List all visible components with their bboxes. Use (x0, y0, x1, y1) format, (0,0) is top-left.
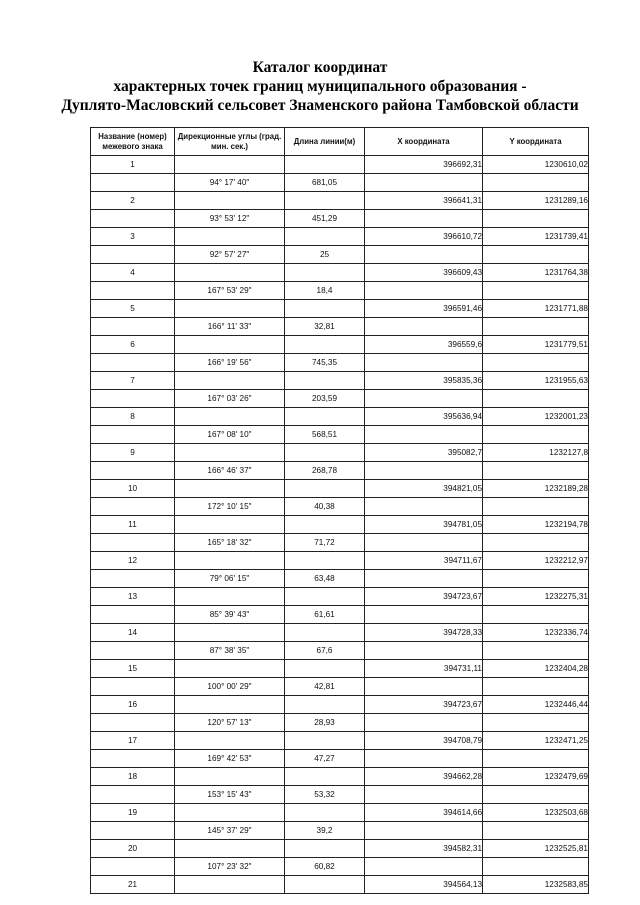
cell-y-coordinate (483, 750, 589, 768)
cell-direction-angle (175, 588, 285, 606)
cell-point-name (91, 210, 175, 228)
cell-line-length (285, 732, 365, 750)
cell-point-name (91, 750, 175, 768)
table-row (91, 534, 589, 552)
cell-x-coordinate: 394582,31 (365, 840, 483, 858)
cell-direction-angle (175, 408, 285, 426)
cell-line-length (285, 408, 365, 426)
cell-line-length (285, 624, 365, 642)
cell-x-coordinate: 396610,72 (365, 228, 483, 246)
cell-line-length: 53,32 (285, 786, 365, 804)
header-angle: Дирекционные углы (град. мин. сек.) (175, 128, 285, 156)
table-row (91, 606, 589, 624)
table-row (91, 552, 589, 570)
cell-point-name: 1 (91, 156, 175, 174)
cell-point-name (91, 822, 175, 840)
table-row (91, 426, 589, 444)
cell-line-length (285, 696, 365, 714)
cell-line-length (285, 768, 365, 786)
cell-direction-angle: 93° 53' 12" (175, 210, 285, 228)
cell-y-coordinate: 1230610,02 (483, 156, 589, 174)
cell-y-coordinate: 1232404,28 (483, 660, 589, 678)
cell-point-name: 17 (91, 732, 175, 750)
table-row (91, 750, 589, 768)
cell-y-coordinate (483, 282, 589, 300)
cell-x-coordinate: 394731,11 (365, 660, 483, 678)
cell-x-coordinate: 395636,94 (365, 408, 483, 426)
cell-point-name: 14 (91, 624, 175, 642)
cell-direction-angle (175, 696, 285, 714)
cell-y-coordinate (483, 318, 589, 336)
cell-direction-angle: 94° 17' 40" (175, 174, 285, 192)
cell-direction-angle: 166° 11' 33" (175, 318, 285, 336)
table-row (91, 678, 589, 696)
header-y: Y координата (483, 128, 589, 156)
cell-line-length: 203,59 (285, 390, 365, 408)
cell-direction-angle (175, 660, 285, 678)
cell-direction-angle: 120° 57' 13" (175, 714, 285, 732)
cell-y-coordinate: 1232275,31 (483, 588, 589, 606)
table-row (91, 282, 589, 300)
cell-x-coordinate (365, 318, 483, 336)
document-title (0, 58, 640, 115)
cell-x-coordinate: 394821,05 (365, 480, 483, 498)
cell-x-coordinate (365, 174, 483, 192)
cell-line-length: 60,82 (285, 858, 365, 876)
cell-x-coordinate: 396609,43 (365, 264, 483, 282)
cell-y-coordinate (483, 714, 589, 732)
cell-point-name: 2 (91, 192, 175, 210)
cell-point-name (91, 426, 175, 444)
cell-line-length (285, 300, 365, 318)
cell-y-coordinate (483, 534, 589, 552)
cell-x-coordinate: 394781,05 (365, 516, 483, 534)
cell-direction-angle (175, 192, 285, 210)
table-body (91, 156, 589, 894)
cell-x-coordinate (365, 354, 483, 372)
table-row (91, 642, 589, 660)
cell-line-length (285, 588, 365, 606)
cell-direction-angle (175, 444, 285, 462)
cell-y-coordinate (483, 822, 589, 840)
cell-y-coordinate: 1232479,69 (483, 768, 589, 786)
cell-line-length: 67,6 (285, 642, 365, 660)
cell-line-length: 568,51 (285, 426, 365, 444)
cell-x-coordinate: 394711,67 (365, 552, 483, 570)
cell-point-name (91, 786, 175, 804)
cell-x-coordinate: 394723,67 (365, 588, 483, 606)
table-row (91, 570, 589, 588)
cell-direction-angle: 92° 57' 27" (175, 246, 285, 264)
cell-y-coordinate (483, 606, 589, 624)
table-row (91, 696, 589, 714)
cell-point-name: 12 (91, 552, 175, 570)
cell-y-coordinate: 1231764,38 (483, 264, 589, 282)
cell-x-coordinate (365, 714, 483, 732)
cell-point-name: 8 (91, 408, 175, 426)
cell-direction-angle: 172° 10' 15" (175, 498, 285, 516)
cell-y-coordinate (483, 678, 589, 696)
cell-point-name: 3 (91, 228, 175, 246)
cell-x-coordinate: 395835,36 (365, 372, 483, 390)
table-row (91, 174, 589, 192)
table-row (91, 786, 589, 804)
table-row (91, 318, 589, 336)
cell-point-name: 11 (91, 516, 175, 534)
table-row (91, 408, 589, 426)
table-row (91, 588, 589, 606)
cell-point-name: 20 (91, 840, 175, 858)
cell-direction-angle (175, 840, 285, 858)
cell-point-name: 4 (91, 264, 175, 282)
cell-point-name (91, 318, 175, 336)
table-row (91, 516, 589, 534)
cell-direction-angle: 166° 46' 37" (175, 462, 285, 480)
cell-direction-angle: 145° 37' 29" (175, 822, 285, 840)
cell-y-coordinate (483, 498, 589, 516)
table-row (91, 840, 589, 858)
title-line-1: Каталог координат (252, 59, 388, 76)
cell-line-length (285, 552, 365, 570)
table-row (91, 732, 589, 750)
cell-y-coordinate (483, 390, 589, 408)
cell-direction-angle (175, 552, 285, 570)
cell-direction-angle: 167° 08' 10" (175, 426, 285, 444)
cell-line-length (285, 840, 365, 858)
cell-x-coordinate (365, 282, 483, 300)
cell-x-coordinate (365, 426, 483, 444)
table-row (91, 876, 589, 894)
cell-y-coordinate: 1231955,63 (483, 372, 589, 390)
cell-y-coordinate: 1232001,23 (483, 408, 589, 426)
cell-x-coordinate: 394564,13 (365, 876, 483, 894)
cell-point-name: 7 (91, 372, 175, 390)
cell-point-name (91, 534, 175, 552)
cell-point-name: 18 (91, 768, 175, 786)
cell-line-length (285, 480, 365, 498)
cell-point-name: 19 (91, 804, 175, 822)
cell-x-coordinate (365, 246, 483, 264)
cell-point-name: 9 (91, 444, 175, 462)
cell-line-length: 25 (285, 246, 365, 264)
cell-point-name (91, 570, 175, 588)
cell-line-length: 32,81 (285, 318, 365, 336)
cell-x-coordinate (365, 210, 483, 228)
cell-direction-angle: 167° 03' 26" (175, 390, 285, 408)
table-row (91, 228, 589, 246)
cell-direction-angle (175, 876, 285, 894)
cell-x-coordinate (365, 750, 483, 768)
table-row (91, 498, 589, 516)
cell-line-length: 63,48 (285, 570, 365, 588)
cell-direction-angle: 165° 18' 32" (175, 534, 285, 552)
table-row (91, 210, 589, 228)
cell-y-coordinate: 1232525,81 (483, 840, 589, 858)
cell-x-coordinate (365, 642, 483, 660)
cell-point-name (91, 282, 175, 300)
cell-line-length: 745,35 (285, 354, 365, 372)
table-row (91, 768, 589, 786)
table-row (91, 156, 589, 174)
cell-point-name (91, 714, 175, 732)
table-row (91, 354, 589, 372)
cell-line-length (285, 228, 365, 246)
cell-point-name (91, 462, 175, 480)
cell-line-length (285, 192, 365, 210)
cell-point-name: 16 (91, 696, 175, 714)
table-row (91, 372, 589, 390)
cell-direction-angle (175, 300, 285, 318)
table-row (91, 480, 589, 498)
header-row (91, 128, 589, 156)
cell-x-coordinate: 396641,31 (365, 192, 483, 210)
cell-y-coordinate (483, 786, 589, 804)
cell-line-length: 18,4 (285, 282, 365, 300)
cell-y-coordinate: 1232446,44 (483, 696, 589, 714)
cell-y-coordinate: 1231739,41 (483, 228, 589, 246)
cell-line-length: 40,38 (285, 498, 365, 516)
cell-line-length: 28,93 (285, 714, 365, 732)
cell-line-length (285, 156, 365, 174)
cell-direction-angle (175, 264, 285, 282)
cell-x-coordinate: 396559,6 (365, 336, 483, 354)
cell-x-coordinate: 395082,7 (365, 444, 483, 462)
cell-y-coordinate: 1232189,28 (483, 480, 589, 498)
cell-x-coordinate (365, 606, 483, 624)
table-row (91, 300, 589, 318)
cell-direction-angle (175, 372, 285, 390)
cell-x-coordinate: 394662,28 (365, 768, 483, 786)
cell-x-coordinate: 396692,31 (365, 156, 483, 174)
cell-line-length (285, 372, 365, 390)
cell-line-length: 39,2 (285, 822, 365, 840)
cell-direction-angle: 107° 23' 32" (175, 858, 285, 876)
cell-x-coordinate (365, 462, 483, 480)
title-line-2: характерных точек границ муниципального образования - (113, 78, 527, 95)
cell-x-coordinate (365, 570, 483, 588)
header-x: Х координата (365, 128, 483, 156)
cell-x-coordinate: 396591,46 (365, 300, 483, 318)
cell-point-name: 15 (91, 660, 175, 678)
cell-line-length: 71,72 (285, 534, 365, 552)
cell-x-coordinate: 394723,67 (365, 696, 483, 714)
cell-y-coordinate: 1232212,97 (483, 552, 589, 570)
cell-point-name (91, 174, 175, 192)
title-line-3: Дуплято-Масловский сельсовет Знаменского района Тамбовской области (61, 97, 579, 114)
cell-line-length: 47,27 (285, 750, 365, 768)
cell-direction-angle (175, 804, 285, 822)
cell-x-coordinate: 394728,33 (365, 624, 483, 642)
cell-point-name (91, 390, 175, 408)
cell-line-length: 268,78 (285, 462, 365, 480)
cell-line-length (285, 804, 365, 822)
header-name: Название (номер) межевого знака (91, 128, 175, 156)
cell-line-length (285, 660, 365, 678)
table-row (91, 390, 589, 408)
cell-direction-angle: 167° 53' 29" (175, 282, 285, 300)
cell-direction-angle (175, 228, 285, 246)
cell-y-coordinate: 1232471,25 (483, 732, 589, 750)
cell-direction-angle: 100° 00' 29" (175, 678, 285, 696)
cell-y-coordinate (483, 210, 589, 228)
cell-x-coordinate (365, 390, 483, 408)
cell-y-coordinate (483, 570, 589, 588)
cell-direction-angle (175, 768, 285, 786)
cell-y-coordinate (483, 642, 589, 660)
cell-line-length (285, 264, 365, 282)
cell-y-coordinate: 1231289,16 (483, 192, 589, 210)
cell-x-coordinate: 394708,79 (365, 732, 483, 750)
table-row (91, 822, 589, 840)
cell-direction-angle (175, 516, 285, 534)
cell-x-coordinate (365, 858, 483, 876)
cell-direction-angle (175, 624, 285, 642)
cell-direction-angle (175, 336, 285, 354)
cell-point-name (91, 642, 175, 660)
table-row (91, 444, 589, 462)
table-row (91, 462, 589, 480)
cell-point-name (91, 858, 175, 876)
cell-y-coordinate: 1232336,74 (483, 624, 589, 642)
coordinates-table (90, 127, 589, 894)
cell-line-length (285, 876, 365, 894)
cell-line-length (285, 516, 365, 534)
cell-y-coordinate (483, 426, 589, 444)
cell-line-length: 42,81 (285, 678, 365, 696)
table-row (91, 804, 589, 822)
cell-line-length: 681,05 (285, 174, 365, 192)
cell-x-coordinate (365, 822, 483, 840)
cell-point-name (91, 498, 175, 516)
cell-y-coordinate: 1232194,78 (483, 516, 589, 534)
cell-y-coordinate (483, 354, 589, 372)
cell-direction-angle: 79° 06' 15" (175, 570, 285, 588)
cell-y-coordinate: 1232583,85 (483, 876, 589, 894)
cell-point-name (91, 678, 175, 696)
cell-direction-angle (175, 480, 285, 498)
cell-x-coordinate (365, 534, 483, 552)
header-length: Длина линии(м) (285, 128, 365, 156)
cell-x-coordinate: 394614,66 (365, 804, 483, 822)
cell-point-name: 13 (91, 588, 175, 606)
cell-point-name: 10 (91, 480, 175, 498)
cell-line-length (285, 336, 365, 354)
cell-y-coordinate (483, 246, 589, 264)
cell-y-coordinate: 1231771,88 (483, 300, 589, 318)
table-row (91, 714, 589, 732)
cell-point-name (91, 246, 175, 264)
cell-y-coordinate (483, 462, 589, 480)
table-row (91, 246, 589, 264)
table-row (91, 192, 589, 210)
cell-x-coordinate (365, 678, 483, 696)
cell-direction-angle (175, 732, 285, 750)
cell-direction-angle: 166° 19' 56" (175, 354, 285, 372)
cell-y-coordinate: 1232503,68 (483, 804, 589, 822)
cell-x-coordinate (365, 786, 483, 804)
table-row (91, 336, 589, 354)
cell-point-name (91, 606, 175, 624)
cell-point-name: 21 (91, 876, 175, 894)
cell-point-name: 5 (91, 300, 175, 318)
table-row (91, 660, 589, 678)
cell-point-name (91, 354, 175, 372)
table-row (91, 624, 589, 642)
cell-y-coordinate (483, 174, 589, 192)
cell-y-coordinate (483, 858, 589, 876)
table-header (91, 128, 589, 156)
table-row (91, 858, 589, 876)
table-row (91, 264, 589, 282)
cell-x-coordinate (365, 498, 483, 516)
cell-direction-angle: 169° 42' 53" (175, 750, 285, 768)
cell-y-coordinate: 1231779,51 (483, 336, 589, 354)
cell-y-coordinate: 1232127,8 (483, 444, 589, 462)
cell-direction-angle: 153° 15' 43" (175, 786, 285, 804)
cell-line-length: 61,61 (285, 606, 365, 624)
cell-point-name: 6 (91, 336, 175, 354)
cell-direction-angle: 87° 38' 35" (175, 642, 285, 660)
cell-direction-angle (175, 156, 285, 174)
cell-line-length: 451,29 (285, 210, 365, 228)
cell-direction-angle: 85° 39' 43" (175, 606, 285, 624)
cell-line-length (285, 444, 365, 462)
